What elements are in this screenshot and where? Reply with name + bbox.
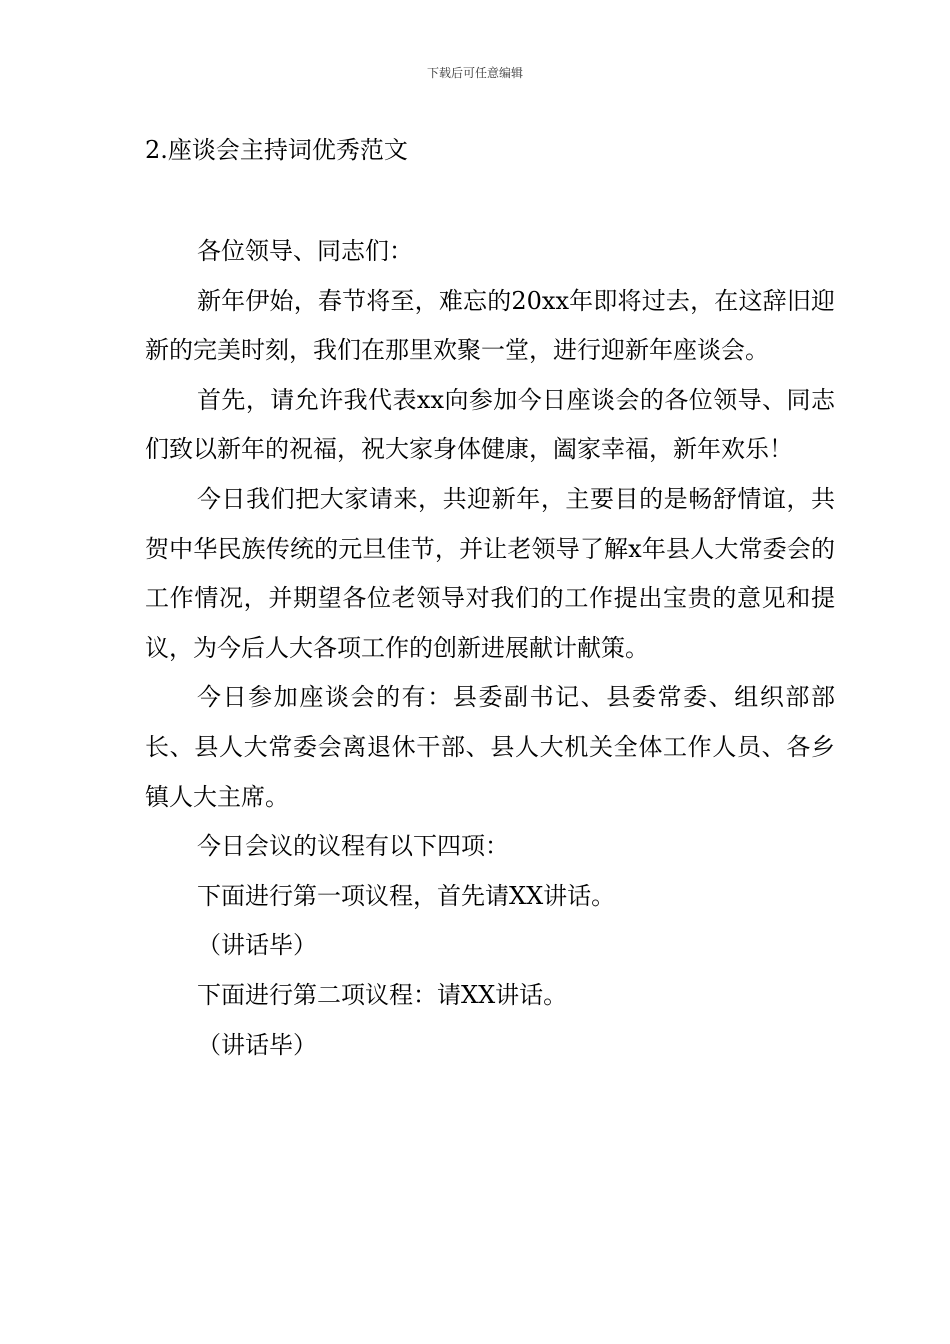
page-header-note: 下载后可任意编辑 (426, 66, 523, 80)
paragraph-greeting: 各位领导、同志们： (197, 237, 413, 265)
document-body (145, 227, 835, 1070)
paragraph-speech-end-2: （讲话毕） (197, 1030, 317, 1059)
paragraph-agenda-intro: 今日会议的议程有以下四项： (197, 832, 509, 861)
paragraph-attendees: 今日参加座谈会的有：县委副书记、县委常委、组织部部长、县人大常委会离退休干部、县人大机关全体工作人员、各乡镇人大主席。 (145, 683, 835, 811)
paragraph-purpose: 今日我们把大家请来，共迎新年，主要目的是畅舒情谊，共贺中华民族传统的元旦佳节，并让老领导了解x年县人大常委会的工作情况，并期望各位老领导对我们的工作提出宝贵的意见和提议，为今后人大各项工作的创新进展献计献策。 (145, 484, 835, 662)
paragraph-agenda-item-2: 下面进行第二项议程：请XX讲话。 (197, 980, 568, 1009)
paragraph-opening: 新年伊始，春节将至，难忘的20xx年即将过去，在这辞旧迎新的完美时刻，我们在那里欢聚一堂，进行迎新年座谈会。 (145, 286, 835, 365)
paragraph-agenda-item-1: 下面进行第一项议程，首先请XX讲话。 (197, 881, 616, 910)
paragraph-speech-end-1: （讲话毕） (197, 931, 317, 960)
document-title: 2.座谈会主持词优秀范文 (145, 136, 408, 164)
paragraph-wishes: 首先，请允许我代表xx向参加今日座谈会的各位领导、同志们致以新年的祝福，祝大家身体健康，阖家幸福，新年欢乐！ (145, 385, 835, 464)
